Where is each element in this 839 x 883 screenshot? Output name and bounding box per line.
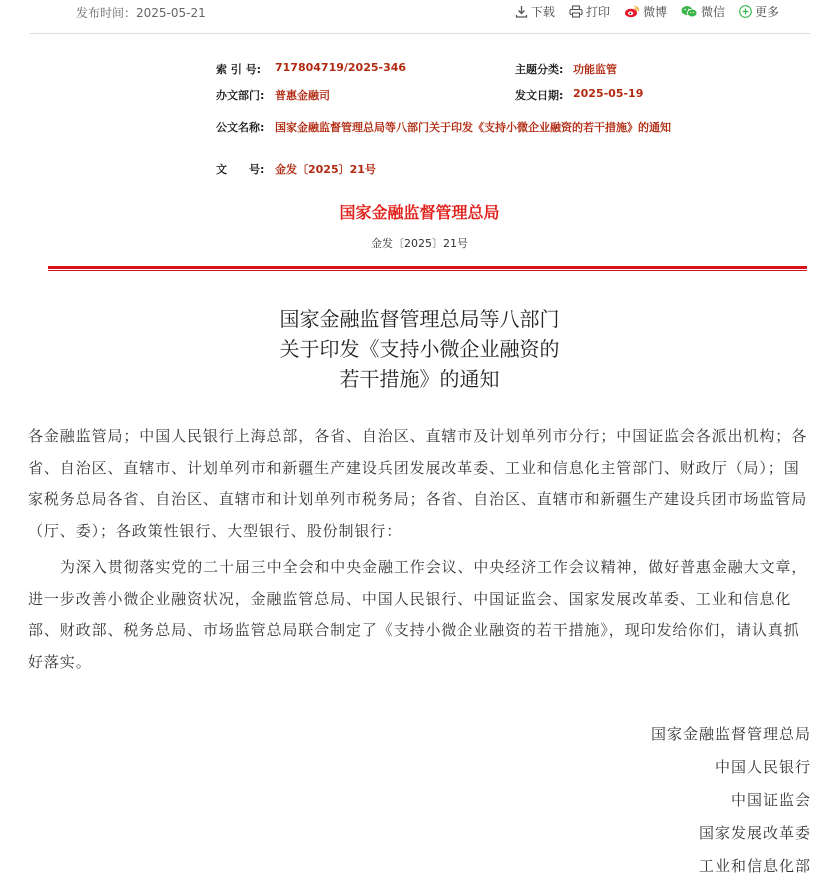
publish-time-value: 2025-05-21 [136, 6, 206, 20]
subject-value: 功能监管 [573, 63, 617, 76]
docno-value: 金发〔2025〕21号 [275, 163, 376, 176]
signatory: 中国证监会 [730, 791, 811, 809]
print-label: 打印 [585, 5, 610, 19]
red-divider-thick [48, 266, 807, 269]
signatory: 国家金融监督管理总局 [650, 725, 811, 743]
docno-label: 文 号: [216, 163, 265, 176]
title-line-3: 若干措施》的通知 [339, 367, 500, 391]
share-actions [515, 3, 779, 20]
meta-row-2 [0, 87, 839, 103]
title-label: 公文名称: [216, 121, 265, 134]
meta-title-row [216, 115, 676, 167]
red-divider-thin [48, 270, 807, 271]
date-value: 2025-05-19 [573, 87, 644, 100]
publish-time-label: 发布时间： [76, 6, 137, 20]
signatories [651, 718, 811, 883]
dept-label: 办文部门: [216, 89, 265, 102]
weibo-share-button[interactable] [624, 3, 667, 20]
document-title [0, 304, 839, 394]
download-label: 下载 [530, 5, 555, 19]
more-label: 更多 [754, 5, 779, 19]
index-label: 索 引 号: [216, 63, 262, 76]
plus-circle-icon [739, 5, 752, 18]
print-icon [569, 5, 583, 18]
document-number: 金发〔2025〕21号 [371, 237, 468, 250]
signatory: 国家发展改革委 [698, 824, 811, 842]
wechat-label: 微信 [700, 5, 725, 19]
wechat-icon [681, 5, 698, 18]
title-line-2: 关于印发《支持小微企业融资的 [279, 337, 560, 361]
index-value: 717804719/2025-346 [275, 61, 407, 74]
meta-row-4 [0, 161, 839, 177]
dept-value: 普惠金融司 [275, 89, 330, 102]
header-divider [30, 33, 810, 34]
recipients-paragraph: 各金融监管局；中国人民银行上海总部，各省、自治区、直辖市及计划单列市分行；中国证监会各派出机构；各省、自治区、直辖市、计划单列市和新疆生产建设兵团发展改革委、工业和信息化主管部门、财政厅（局）；国家税务总局各省、自治区、直辖市和计划单列市税务局；各省、自治区、直辖市和新疆生产建设兵团市场监管局（厅、委）；各政策性银行、大型银行、股份制银行： [28, 427, 808, 540]
print-button[interactable] [569, 3, 610, 20]
wechat-share-button[interactable] [681, 3, 725, 20]
title-value: 国家金融监督管理总局等八部门关于印发《支持小微企业融资的若干措施》的通知 [275, 121, 671, 134]
download-button[interactable] [515, 3, 555, 20]
body-paragraph: 为深入贯彻落实党的二十届三中全会和中央金融工作会议、中央经济工作会议精神，做好普惠金融大文章，进一步改善小微企业融资状况，金融监管总局、中国人民银行、中国证监会、国家发展改革委、工业和信息化部、财政部、税务总局、市场监管总局联合制定了《支持小微企业融资的若干措施》，现印发给你们，请认真抓好落实。 [28, 558, 808, 671]
date-label: 发文日期: [515, 89, 564, 102]
top-bar [0, 0, 839, 28]
subject-label: 主题分类: [515, 63, 564, 76]
title-line-1: 国家金融监督管理总局等八部门 [279, 307, 560, 331]
weibo-label: 微博 [642, 5, 667, 19]
signatory: 中国人民银行 [714, 758, 811, 776]
meta-row-1 [0, 61, 839, 77]
download-icon [515, 5, 528, 18]
issuer-heading: 国家金融监督管理总局 [339, 203, 500, 222]
weibo-icon [624, 5, 640, 18]
signatory: 工业和信息化部 [698, 857, 811, 875]
publish-time [76, 4, 206, 21]
more-share-button[interactable] [739, 3, 779, 20]
